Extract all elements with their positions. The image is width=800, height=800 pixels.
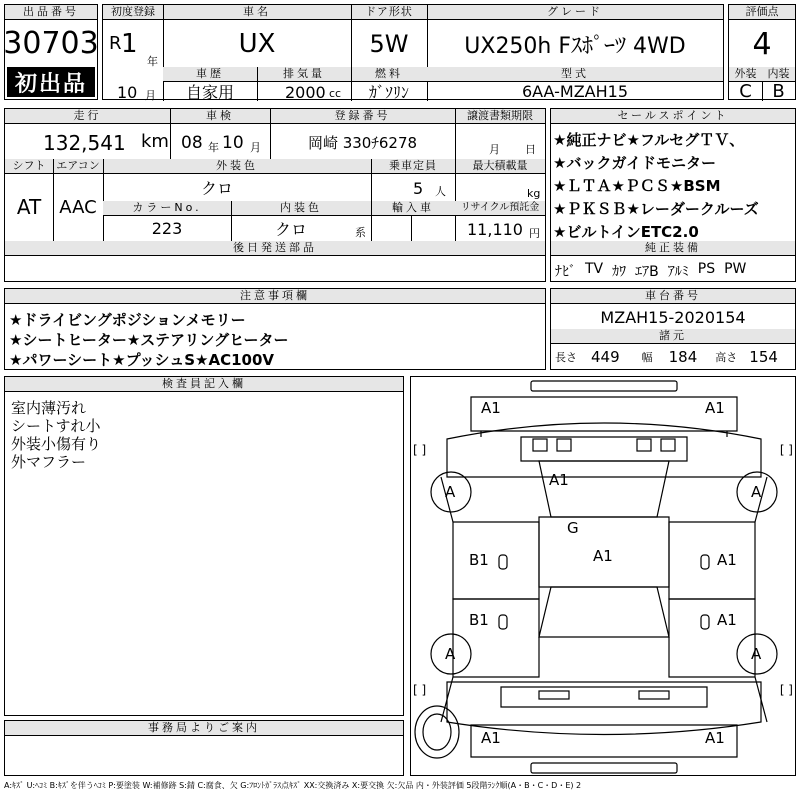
office-box bbox=[4, 720, 404, 776]
plate-label: 登録番号 bbox=[270, 109, 455, 124]
colorno-label: カラーNo. bbox=[103, 201, 231, 216]
import-label: 輸入車 bbox=[371, 201, 455, 216]
door-label: ドア形状 bbox=[351, 5, 427, 20]
sales-line: ★バックガイドモニター bbox=[553, 154, 716, 172]
chassis-value: MZAH15-2020154 bbox=[600, 307, 746, 327]
inspector-line: 外装小傷有り bbox=[11, 435, 102, 453]
inspect-year-unit: 年 bbox=[208, 141, 219, 154]
ac-label: エアコン bbox=[53, 159, 103, 174]
equip-item: TV bbox=[585, 261, 604, 277]
equip-item: PS bbox=[697, 261, 716, 277]
damage-mark: A1 bbox=[481, 729, 501, 747]
damage-mark: A bbox=[445, 645, 456, 663]
notes-label: 注意事項欄 bbox=[5, 289, 545, 304]
dims-label: 諸元 bbox=[551, 329, 795, 344]
bracket-right-top: [ ] bbox=[779, 443, 793, 457]
ext-grade: C bbox=[739, 81, 752, 102]
bracket-left-bottom: [ ] bbox=[413, 683, 427, 697]
reg-year: 1 bbox=[121, 29, 138, 59]
car-name: UX bbox=[238, 29, 276, 59]
sales-box bbox=[550, 108, 796, 282]
history-label: 車歴 bbox=[163, 67, 257, 82]
sales-line: ★純正ナビ★フルセグＴＶ、 bbox=[553, 131, 745, 149]
load-label: 最大積載量 bbox=[455, 159, 545, 174]
damage-mark: A1 bbox=[705, 399, 725, 417]
inspector-box bbox=[4, 376, 404, 716]
capacity-unit: 人 bbox=[435, 185, 446, 198]
first-listing-badge: 初出品 bbox=[7, 67, 95, 97]
equip-list bbox=[555, 261, 793, 281]
int-color-unit: 系 bbox=[355, 226, 366, 239]
damage-mark: G bbox=[567, 519, 579, 537]
reg-label: 初度登録 bbox=[103, 5, 163, 20]
lot-label: 出品番号 bbox=[5, 5, 97, 20]
damage-mark: A1 bbox=[481, 399, 501, 417]
inspector-line: シートすれ小 bbox=[11, 417, 101, 435]
sales-line: ★ＰＫＳＢ★レーダークルーズ bbox=[553, 200, 759, 218]
length-value: 449 bbox=[591, 347, 620, 366]
notes-line: ★ドライビングポジションメモリー bbox=[9, 311, 246, 329]
inspect-month-unit: 月 bbox=[250, 141, 261, 154]
sales-label: セールスポイント bbox=[551, 109, 795, 124]
damage-diagram bbox=[410, 376, 796, 776]
damage-mark: A1 bbox=[549, 471, 569, 489]
later-label: 後日発送部品 bbox=[5, 241, 545, 256]
inspector-line: 外マフラー bbox=[11, 453, 87, 471]
equip-item: ｴｱB bbox=[635, 264, 659, 280]
recycle-label: リサイクル預託金 bbox=[455, 201, 545, 216]
int-color-value: クロ bbox=[274, 219, 307, 239]
damage-mark: A bbox=[751, 483, 762, 501]
mileage-label: 走行 bbox=[5, 109, 170, 124]
lot-box bbox=[4, 4, 98, 100]
sales-line: ★ビルトインETC2.0 bbox=[553, 223, 699, 241]
damage-mark: A1 bbox=[717, 611, 737, 629]
int-grade-label: 内装 bbox=[762, 67, 795, 82]
grade-value: UX250h Fｽﾎﾟｰﾂ 4WD bbox=[464, 33, 686, 59]
lot-number: 30703 bbox=[3, 25, 99, 61]
model-label: 型式 bbox=[427, 67, 723, 82]
door-type: 5W bbox=[369, 30, 409, 58]
mileage-unit: km bbox=[141, 131, 169, 152]
bracket-right-bottom: [ ] bbox=[779, 683, 793, 697]
recycle-unit: 円 bbox=[529, 227, 540, 240]
damage-mark: A1 bbox=[705, 729, 725, 747]
transfer-month-unit: 月 bbox=[489, 143, 500, 156]
capacity-value: 5 bbox=[413, 179, 424, 198]
car-diagram bbox=[411, 377, 797, 777]
notes-line: ★シートヒーター★ステアリングヒーター bbox=[9, 331, 289, 349]
inspect-label: 車検 bbox=[170, 109, 270, 124]
damage-mark: B1 bbox=[469, 611, 489, 629]
sales-line: ★ＬＴＡ★ＰＣＳ★BSM bbox=[553, 177, 721, 195]
mileage-value: 132,541 bbox=[43, 131, 126, 155]
transfer-label: 譲渡書類期限 bbox=[455, 109, 545, 124]
score-label: 評価点 bbox=[729, 5, 795, 20]
height-label: 高さ bbox=[715, 350, 738, 364]
int-color-label: 内装色 bbox=[231, 201, 371, 216]
plate-value: 岡崎 330ﾁ6278 bbox=[307, 133, 418, 152]
shift-value: AT bbox=[16, 195, 42, 219]
chassis-label: 車台番号 bbox=[551, 289, 795, 304]
equip-item: ﾅﾋﾞ bbox=[555, 264, 576, 280]
shift-label: シフト bbox=[5, 159, 53, 174]
legend: A:ｷｽﾞ U:ﾍｺﾐ B:ｷｽﾞを伴うﾍｺﾐ P:要塗装 W:補修跡 S:錆 C:腐食、欠 G:ﾌﾛﾝﾄｶﾞﾗｽ点ｷｽﾞ XX:交換済み X:要交換 欠:欠品 内・外装評価 5段階ﾗﾝｸ順(A・B・C・D・E) 2 bbox=[4, 781, 582, 790]
damage-mark: A bbox=[751, 645, 762, 663]
disp-value: 2000 bbox=[285, 83, 326, 102]
colorno-value: 223 bbox=[151, 218, 183, 238]
damage-mark: A1 bbox=[593, 547, 613, 565]
fuel-value: ｶﾞｿﾘﾝ bbox=[368, 83, 409, 102]
width-label: 幅 bbox=[641, 350, 653, 364]
width-value: 184 bbox=[668, 347, 698, 366]
disp-label: 排気量 bbox=[257, 67, 351, 82]
ext-color-value: クロ bbox=[200, 178, 233, 198]
score-value: 4 bbox=[752, 26, 772, 62]
month-unit: 月 bbox=[145, 89, 156, 102]
equip-item: ｱﾙﾐ bbox=[667, 264, 689, 280]
inspect-year: 08 bbox=[181, 133, 203, 153]
equip-item: ｶﾜ bbox=[612, 264, 627, 280]
reg-month: 10 bbox=[117, 83, 138, 102]
year-unit: 年 bbox=[147, 55, 158, 68]
load-unit: kg bbox=[527, 187, 541, 200]
inspect-month: 10 bbox=[222, 133, 244, 153]
spec-box bbox=[102, 4, 724, 100]
bracket-left-top: [ ] bbox=[413, 443, 427, 457]
inspector-label: 検査員記入欄 bbox=[5, 377, 403, 392]
damage-mark: A1 bbox=[717, 551, 737, 569]
chassis-box bbox=[550, 288, 796, 370]
office-label: 事務局よりご案内 bbox=[5, 721, 403, 736]
height-value: 154 bbox=[749, 347, 778, 366]
fuel-label: 燃料 bbox=[351, 67, 427, 82]
damage-mark: B1 bbox=[469, 551, 489, 569]
score-box bbox=[728, 4, 796, 100]
notes-box bbox=[4, 288, 546, 370]
equip-item: PW bbox=[724, 261, 747, 277]
inspector-line: 室内薄汚れ bbox=[11, 399, 87, 417]
capacity-label: 乗車定員 bbox=[371, 159, 455, 174]
int-grade: B bbox=[772, 81, 785, 102]
length-label: 長さ bbox=[555, 350, 577, 364]
equip-label: 純正装備 bbox=[551, 241, 795, 256]
ac-value: AAC bbox=[59, 196, 97, 218]
recycle-value: 11,110 bbox=[467, 220, 523, 239]
damage-mark: A bbox=[445, 483, 456, 501]
model-value: 6AA-MZAH15 bbox=[521, 82, 629, 101]
reg-era: R bbox=[109, 33, 122, 54]
disp-unit: cc bbox=[329, 87, 342, 100]
notes-line: ★パワーシート★プッシュS★AC100V bbox=[9, 351, 275, 369]
ext-color-label: 外装色 bbox=[103, 159, 371, 174]
grade-label: グレード bbox=[427, 5, 723, 20]
name-label: 車名 bbox=[163, 5, 351, 20]
history-value: 自家用 bbox=[185, 83, 234, 102]
transfer-day-unit: 日 bbox=[525, 143, 536, 156]
details-box bbox=[4, 108, 546, 282]
ext-grade-label: 外装 bbox=[729, 67, 762, 82]
